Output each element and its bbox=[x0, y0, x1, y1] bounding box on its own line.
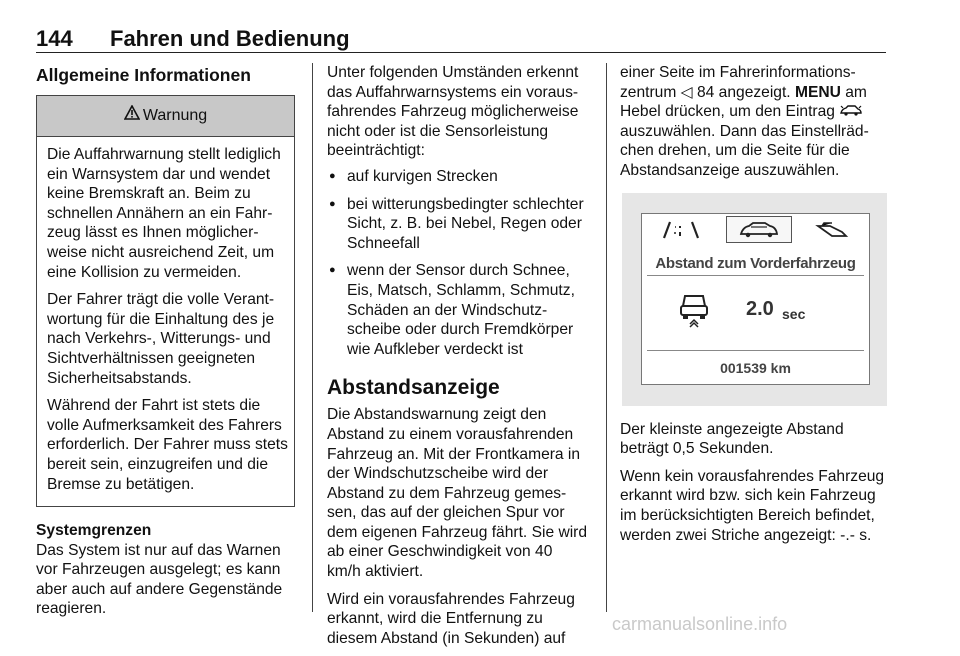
display-divider bbox=[647, 275, 864, 276]
text-run: 84 angezeigt. bbox=[692, 83, 795, 101]
car-tab-icon bbox=[726, 216, 792, 243]
paragraph: Wird ein vorausfahrendes Fahrzeug erkannt, wird die Entfernung zu diesem Abstand (in Sekunden) auf bbox=[327, 590, 575, 647]
section-heading-abstandsanzeige: Abstandsanzeige bbox=[327, 376, 500, 400]
lane-icon bbox=[656, 218, 706, 242]
distance-display-illustration bbox=[622, 193, 887, 406]
system-limits-text: Das System ist nur auf das Warnen vor Fahrzeugen ausgelegt; es kann aber auch auf andere Gegenstände reagieren. bbox=[36, 541, 283, 618]
chapter-title: Fahren und Bedienung bbox=[110, 26, 350, 51]
text-run: auszuwählen. Dann das Einstellrädchen drehen, um die Seite für die Abstandsanzeige auszuwählen. bbox=[620, 122, 869, 179]
paragraph: Die Abstandswarnung zeigt den Abstand zu einem vorausfahrenden Fahrzeug an. Mit der Frontkamera in der Windschutzscheibe wird der Abstand zu dem Fahrzeug gemessen, das auf der gleichen Spur vor dem eigenen Fahrzeug fährt. Sie wird ab einer Geschwindigkeit von 40 km/h aktiviert. bbox=[327, 406, 588, 581]
column-3 bbox=[620, 63, 890, 553]
list-item: ● auf kurvigen Strecken bbox=[327, 167, 589, 187]
section-title: Allgemeine Informationen bbox=[36, 65, 251, 85]
conditions-intro: Unter folgenden Umständen erkennt das Auffahrwarnsystems ein vorausfahrendes Fahrzeug möglicherweise nicht oder ist die Sensorleistung beeinträchtigt: bbox=[327, 64, 579, 160]
warning-body bbox=[37, 137, 294, 506]
distance-unit: sec bbox=[782, 305, 806, 322]
paragraph: Wenn kein vorausfahrendes Fahrzeug erkannt wird bzw. sich kein Fahrzeug im berücksichtigten Bereich befindet, werden zwei Striche angezeigt: -.- s. bbox=[620, 467, 885, 544]
paragraph bbox=[620, 63, 890, 181]
display-screen bbox=[641, 213, 870, 385]
distance-value: 2.0 bbox=[746, 297, 774, 320]
watermark: carmanualsonline.info bbox=[612, 614, 788, 634]
column-1 bbox=[36, 63, 298, 627]
page-number: 144 bbox=[36, 26, 73, 51]
warning-paragraph: Der Fahrer trägt die volle Verantwortung für die Einhaltung des je nach Verkehrs-, Witterungs- und Sichtverhältnissen geeigneten Sicherheitsabstands. bbox=[47, 291, 275, 387]
car-ahead-icon bbox=[679, 292, 709, 328]
warning-box bbox=[36, 95, 295, 507]
display-title: Abstand zum Vorderfahrzeug bbox=[655, 254, 856, 272]
warning-triangle-icon bbox=[124, 96, 140, 136]
header-rule bbox=[36, 52, 886, 53]
warning-paragraph: Die Auffahrwarnung stellt lediglich ein Warnsystem dar und wendet keine Bremskraft an. Beim zu schnellen Annähern an ein Fahrzeug lässt es Ihnen möglicherweise nicht ausreichend Zeit, um eine Kollision zu vermeiden. bbox=[47, 146, 281, 281]
menu-label: MENU bbox=[794, 83, 841, 101]
text-run: einer Seite im Fahrerinformationszentrum bbox=[620, 64, 856, 101]
list-item: ● wenn der Sensor durch Schnee, Eis, Matsch, Schlamm, Schmutz, Schäden an der Windschutzscheibe oder durch Fremdkörper wie Aufkleber verdeckt ist bbox=[327, 261, 589, 359]
warning-header bbox=[37, 96, 294, 137]
page-header bbox=[36, 2, 886, 50]
warning-paragraph: Während der Fahrt ist stets die volle Aufmerksamkeit des Fahrers erforderlich. Der Fahrer muss stets bereit sein, einzugreifen und die Bremse zu betätigen. bbox=[47, 397, 288, 493]
conditions-list bbox=[327, 167, 589, 359]
tilted-car-icon bbox=[812, 218, 852, 242]
system-limits-heading: Systemgrenzen bbox=[36, 522, 152, 540]
paragraph: Der kleinste angezeigte Abstand beträgt 0,5 Sekunden. bbox=[620, 420, 844, 458]
odometer-readout: 001539 km bbox=[720, 359, 791, 376]
warning-title: Warnung bbox=[142, 107, 208, 124]
display-divider bbox=[647, 350, 864, 351]
column-2 bbox=[327, 63, 589, 656]
page-reference-icon: ◁ bbox=[680, 83, 693, 101]
column-divider-2 bbox=[606, 63, 607, 612]
text-run: am Hebel drücken, um den Eintrag bbox=[620, 83, 867, 121]
column-divider-1 bbox=[312, 63, 313, 612]
car-menu-icon bbox=[839, 103, 863, 120]
list-item: ● bei witterungsbedingter schlechter Sicht, z. B. bei Nebel, Regen oder Schneefall bbox=[327, 195, 589, 254]
